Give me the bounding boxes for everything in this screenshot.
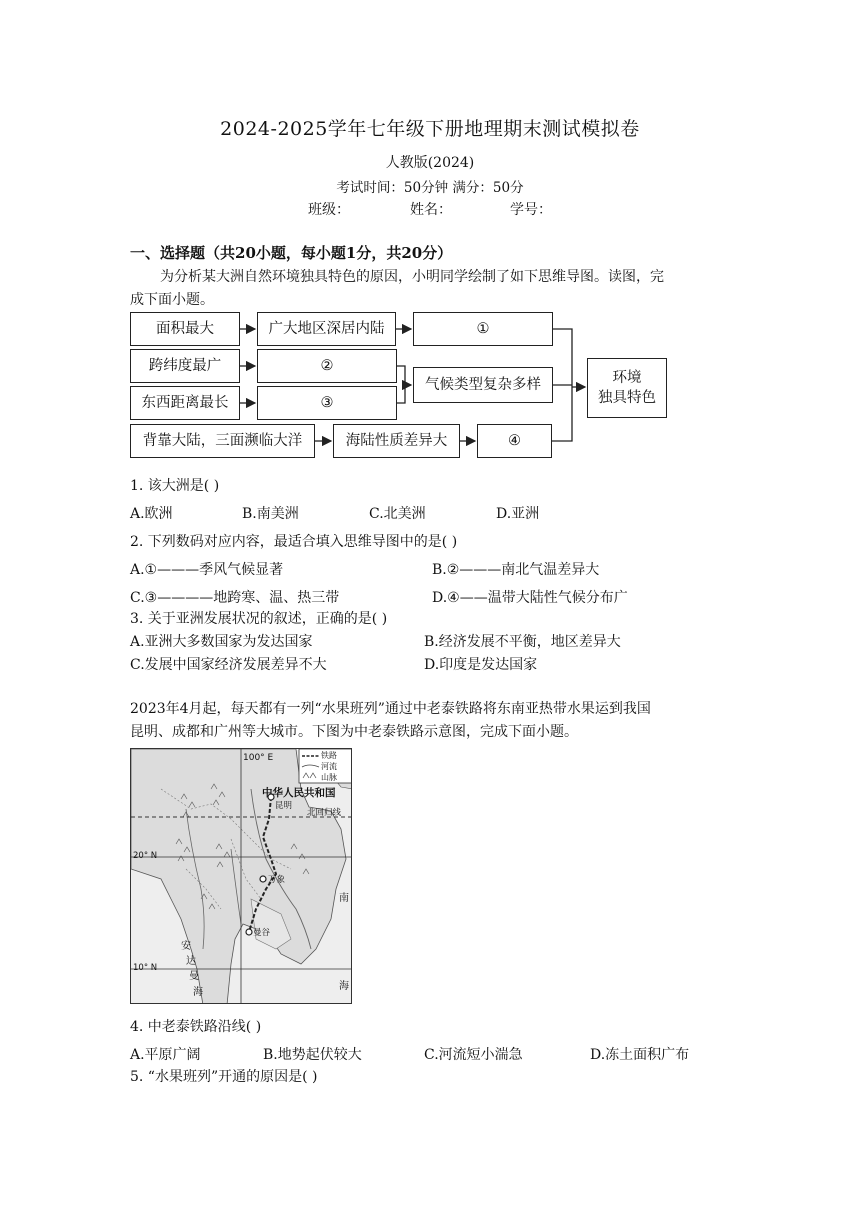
mindmap-box-blank-2: ② [257,349,397,383]
map-lat-20n: 20° N [133,851,158,861]
map-city-kunming: 昆明 [275,801,293,811]
map-city-vientiane: 万象 [268,875,286,885]
student-id-label: 学号： [510,202,552,218]
q1-option-b: B.南美洲 [242,506,299,522]
q1-option-c: C.北美洲 [369,506,426,522]
map-sea-south-2: 海 [339,981,349,992]
map-country-label: 中华人民共和国 [262,787,336,799]
q3-option-a: A.亚洲大多数国家为发达国家 [130,634,313,650]
mindmap-box-area-largest: 面积最大 [130,312,240,346]
q3-option-d: D.印度是发达国家 [424,657,538,673]
intro-text-line1: 为分析某大洲自然环境独具特色的原因，小明同学绘制了如下思维导图。读图，完 [160,269,664,285]
mindmap-box-blank-4: ④ [477,424,552,458]
question-4: 4. 中老泰铁路沿线( ) [130,1019,262,1035]
q4-option-d: D.冻土面积广布 [590,1047,690,1063]
mindmap-box-inland: 广大地区深居内陆 [257,312,396,346]
mindmap-environment-line1: 环境 [612,370,642,386]
q3-option-c: C.发展中国家经济发展差异不大 [130,657,327,673]
mindmap-box-blank-1: ① [413,312,553,346]
edition-label: 人教版(2024) [385,155,475,171]
question-1: 1. 该大洲是( ) [130,478,220,494]
intro2-line2: 昆明、成都和广州等大城市。下图为中老泰铁路示意图，完成下面小题。 [130,724,578,740]
mindmap-box-ocean-sides: 背靠大陆，三面濒临大洋 [130,424,315,458]
q4-option-a: A.平原广阔 [130,1047,201,1063]
q4-option-c: C.河流短小湍急 [424,1047,523,1063]
intro-text-line2: 成下面小题。 [130,292,214,308]
map-city-bangkok: 曼谷 [253,928,271,938]
map-tropic-label: 北回归线 [307,808,342,818]
q2-option-b: B.②———南北气温差异大 [432,562,600,578]
exam-info: 考试时间：50分钟 满分：50分 [336,180,524,196]
vientiane-marker [260,876,266,882]
mindmap-box-latitude-span: 跨纬度最广 [130,349,240,383]
map-sea-andaman-2: 达 [186,956,196,967]
mindmap-environment-line2: 独具特色 [598,390,656,406]
map-sea-andaman-1: 安 [181,941,191,952]
q3-option-b: B.经济发展不平衡，地区差异大 [424,634,621,650]
mindmap-box-environment [587,358,667,418]
section-heading: 一、选择题（共20小题，每小题1分，共20分） [130,244,453,262]
question-2: 2. 下列数码对应内容，最适合填入思维导图中的是( ) [130,534,458,550]
q1-option-a: A.欧洲 [130,506,173,522]
map-longitude-label: 100° E [243,753,274,763]
map-sea-andaman-4: 海 [193,987,203,998]
question-5: 5. “水果班列”开通的原因是( ) [130,1069,318,1085]
q2-option-a: A.①———季风气候显著 [130,562,284,578]
mindmap-box-blank-3: ③ [257,386,397,420]
map-sea-andaman-3: 曼 [189,971,199,982]
legend-railway-label: 铁路 [321,751,337,760]
bangkok-marker [246,929,252,935]
q1-option-d: D.亚洲 [496,506,540,522]
legend-mountain-label: 山脉 [321,773,337,782]
intro2-line1: 2023年4月起，每天都有一列“水果班列”通过中老泰铁路将东南亚热带水果运到我国 [130,701,651,717]
mindmap-box-east-west: 东西距离最长 [130,386,240,420]
page-title: 2024-2025学年七年级下册地理期末测试模拟卷 [220,118,640,140]
map-lat-10n: 10° N [133,963,158,973]
mindmap-box-land-sea: 海陆性质差异大 [333,424,460,458]
q2-option-d: D.④——温带大陆性气候分布广 [432,590,628,606]
railway-map [130,748,352,1004]
class-label: 班级： [308,202,350,218]
legend-river-label: 河流 [321,762,337,771]
map-sea-south-1: 南 [339,893,349,904]
question-3: 3. 关于亚洲发展状况的叙述，正确的是( ) [130,611,388,627]
name-label: 姓名： [410,202,452,218]
q2-option-c: C.③————地跨寒、温、热三带 [130,590,340,606]
q4-option-b: B.地势起伏较大 [263,1047,362,1063]
mindmap-box-climate-diverse: 气候类型复杂多样 [413,367,553,403]
